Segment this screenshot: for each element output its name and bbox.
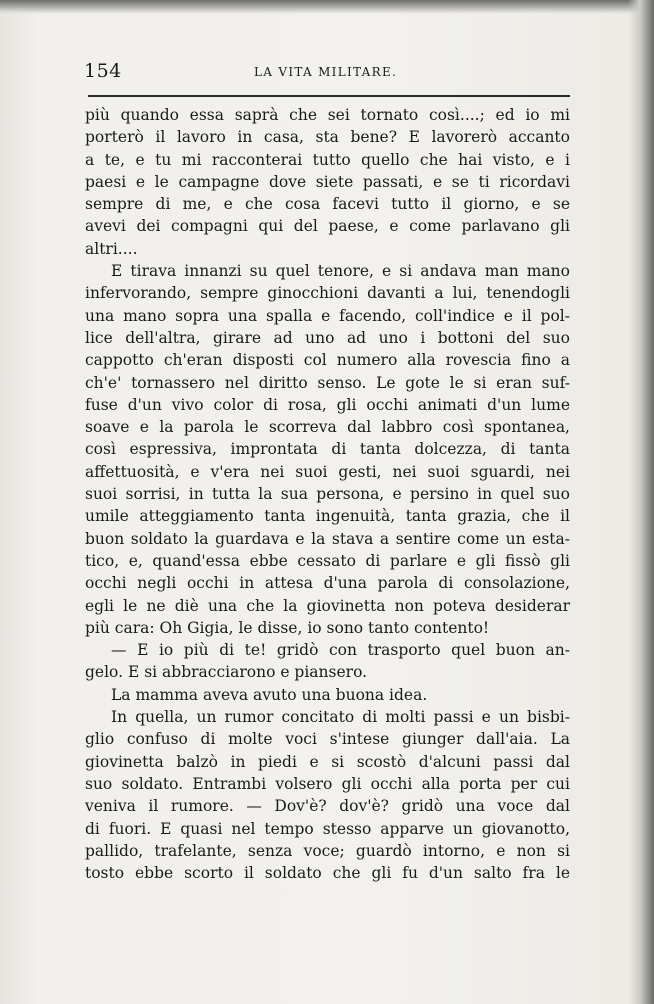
text-line: paesi e le campagne dove siete passati, e se ti ricordavi: [85, 172, 570, 191]
text-line: egli le ne diè una che la giovinetta non poteva desiderar: [85, 596, 570, 615]
text-line: soave e la parola le scorreva dal labbro così spontanea,: [85, 418, 570, 437]
text-line: sempre di me, e che cosa facevi tutto il giorno, e se: [85, 195, 570, 214]
text-line: cappotto ch'eran disposti col numero alla rovescia fino a: [85, 351, 570, 370]
text-line: ch'e' tornassero nel diritto senso. Le gote le si eran suf-: [85, 373, 570, 392]
text-line: altri....: [85, 239, 138, 258]
text-line: In quella, un rumor concitato di molti passi e un bisbi-: [111, 708, 570, 727]
text-line: E tirava innanzi su quel tenore, e si andava man mano: [111, 262, 570, 281]
text-line: buon soldato la guardava e la stava a sentire come un esta-: [85, 529, 570, 548]
page-number: 154: [84, 60, 122, 82]
text-line: tosto ebbe scorto il soldato che gli fu d'un salto fra le: [85, 864, 570, 883]
page-right-edge-shadow: [628, 0, 654, 1004]
text-line: giovinetta balzò in piedi e si scostò d'alcuni passi dal: [85, 752, 570, 771]
text-line: gelo. E si abbracciarono e piansero.: [85, 663, 368, 682]
text-line: di fuori. E quasi nel tempo stesso apparve un giovanotto,: [85, 819, 570, 838]
text-line: suoi sorrisi, in tutta la sua persona, e persino in quel suo: [85, 485, 570, 504]
text-line: affettuosità, e v'era nei suoi gesti, nei suoi sguardi, nei: [85, 462, 570, 481]
text-line: fuse d'un vivo color di rosa, gli occhi animati d'un lume: [85, 395, 570, 414]
text-line: occhi negli occhi in attesa d'una parola di consolazione,: [85, 574, 570, 593]
text-line: glio confuso di molte voci s'intese giunger dall'aia. La: [85, 730, 570, 749]
text-line: infervorando, sempre ginocchioni davanti a lui, tenendogli: [85, 284, 570, 303]
text-line: avevi dei compagni qui del paese, e come parlavano gli: [85, 217, 570, 236]
text-line: una mano sopra una spalla e facendo, coll'indice e il pol-: [85, 306, 570, 325]
text-line: veniva il rumore. — Dov'è? dov'è? gridò una voce dal: [85, 797, 570, 816]
text-line: tico, e, quand'essa ebbe cessato di parlare e gli fissò gli: [85, 551, 570, 570]
page-header: [84, 60, 570, 90]
text-line: umile atteggiamento tanta ingenuità, tanta grazia, che il: [85, 507, 570, 526]
text-line: a te, e tu mi racconterai tutto quello che hai visto, e i: [85, 150, 570, 169]
text-line: lice dell'altra, girare ad uno ad uno i bottoni del suo: [85, 328, 570, 347]
text-line: — E io più di te! gridò con trasporto quel buon an-: [111, 641, 570, 660]
text-line: porterò il lavoro in casa, sta bene? E lavorerò accanto: [85, 128, 570, 147]
text-line: così espressiva, improntata di tanta dolcezza, di tanta: [85, 440, 570, 459]
text-line: pallido, trafelante, senza voce; guardò intorno, e non si: [85, 841, 570, 860]
body-text: [85, 104, 570, 884]
text-line: suo soldato. Entrambi volsero gli occhi alla porta per cui: [85, 774, 570, 793]
text-line: più quando essa saprà che sei tornato così....; ed io mi: [85, 106, 570, 124]
header-rule: [88, 95, 570, 97]
text-line: La mamma aveva avuto una buona idea.: [111, 685, 428, 704]
page-top-edge-shadow: [0, 0, 654, 14]
text-line: più cara: Oh Gigia, le disse, io sono tanto contento!: [85, 618, 490, 637]
running-head: LA VITA MILITARE.: [254, 65, 398, 79]
